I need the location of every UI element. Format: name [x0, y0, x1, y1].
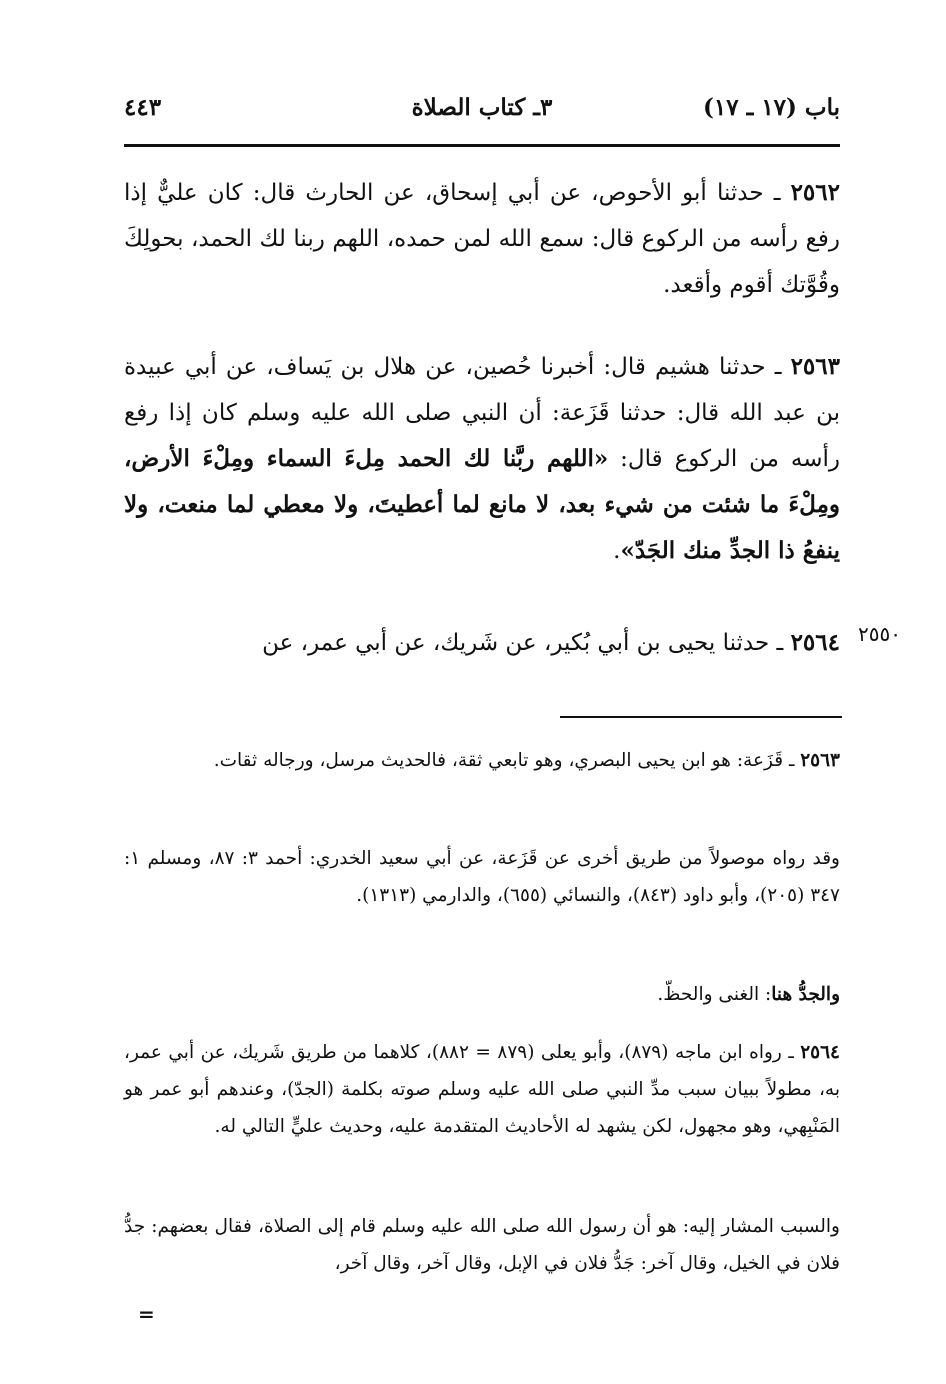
footnote-2563 — [124, 742, 840, 779]
footnote-rule — [560, 716, 842, 718]
margin-number: ٢٥٥٠ — [858, 622, 901, 646]
footnote-text: وقد رواه موصولاً من طريق أخرى عن قَزَعة، عن أبي سعيد الخدري: أحمد ٣: ٨٧، ومسلم ١: ٣٤٧ (٢٠٥)، وأبو داود (٨٤٣)، والنسائي (٦٥٥)، والدارمي (١٣١٣). — [124, 848, 840, 906]
page-number: ٤٤٣ — [124, 94, 162, 121]
footnote-reason — [124, 1208, 840, 1282]
book-title: ٣ـ كتاب الصلاة — [411, 94, 553, 121]
hadith-2563 — [124, 344, 840, 574]
header-rule — [124, 144, 840, 147]
footnote-definition — [124, 976, 840, 1013]
hadith-text: ـ حدثنا هشيم قال: أخبرنا حُصين، عن هلال بن يَساف، عن أبي عبيدة بن عبد الله قال: حدثنا قَزَعة: أن النبي صلى الله عليه وسلم كان إذا رفع رأسه من الركوع قال: — [124, 354, 841, 472]
continuation-mark: = — [138, 1302, 155, 1326]
running-header — [124, 92, 840, 132]
footnote-text: : الغنى والحظّ. — [657, 984, 772, 1005]
footnote-number: ٢٥٦٤ — [800, 1042, 840, 1063]
footnote-text: ـ رواه ابن ماجه (٨٧٩)، وأبو يعلى (٨٧٩ = ٨٨٢)، كلاهما من طريق شَريك، عن أبي عمر، به، مطولاً ببيان سبب مدِّ النبي صلى الله عليه وسلم صوته بكلمة (الجدّ)، وعندهم أبو عمر هو المَنْبِهي، وهو مجهول، لكن يشهد له الأحاديث المتقدمة عليه، وحديث عليٍّ التالي له. — [124, 1042, 840, 1137]
hadith-tail: . — [613, 538, 621, 564]
hadith-2562 — [124, 170, 840, 308]
hadith-2564 — [124, 620, 840, 666]
hadith-number: ٢٥٦٢ — [790, 179, 840, 206]
hadith-text: ـ حدثنا يحيى بن أبي بُكير، عن شَريك، عن أبي عمر، عن — [262, 630, 784, 656]
hadith-number: ٢٥٦٤ — [790, 629, 840, 656]
hadith-text: ـ حدثنا أبو الأحوص، عن أبي إسحاق، عن الحارث قال: كان عليٌّ إذا رفع رأسه من الركوع قال: سمع الله لمن حمده، اللهم ربنا لك الحمد، بحولِكَ وقُوَّتك أقوم وأقعد. — [124, 180, 840, 298]
footnote-number: ٢٥٦٣ — [800, 750, 840, 771]
footnote-text: ـ قَزَعة: هو ابن يحيى البصري، وهو تابعي ثقة، فالحديث مرسل، ورجاله ثقات. — [213, 750, 795, 771]
chapter-range: باب (١٧ ـ ١٧) — [702, 94, 840, 121]
footnote-text: والسبب المشار إليه: هو أن رسول الله صلى الله عليه وسلم قام إلى الصلاة، فقال بعضهم: جدُّ فلان في الخيل، وقال آخر: جَدُّ فلان في الإبل، وقال آخر، وقال آخر، — [124, 1216, 840, 1274]
footnote-2564 — [124, 1034, 840, 1145]
hadith-number: ٢٥٦٣ — [790, 353, 840, 380]
footnote-lead: والجدُّ هنا — [771, 984, 840, 1005]
hadith-quote: «اللهم ربَّنا لك الحمد مِلءَ السماء ومِلْءَ الأرض، ومِلْءَ ما شئت من شيء بعد، لا مانع لما أعطيتَ، ولا معطي لما منعت، ولا ينفعُ ذا الجدِّ منك الجَدّ» — [124, 445, 840, 564]
footnote-sources — [124, 840, 840, 914]
